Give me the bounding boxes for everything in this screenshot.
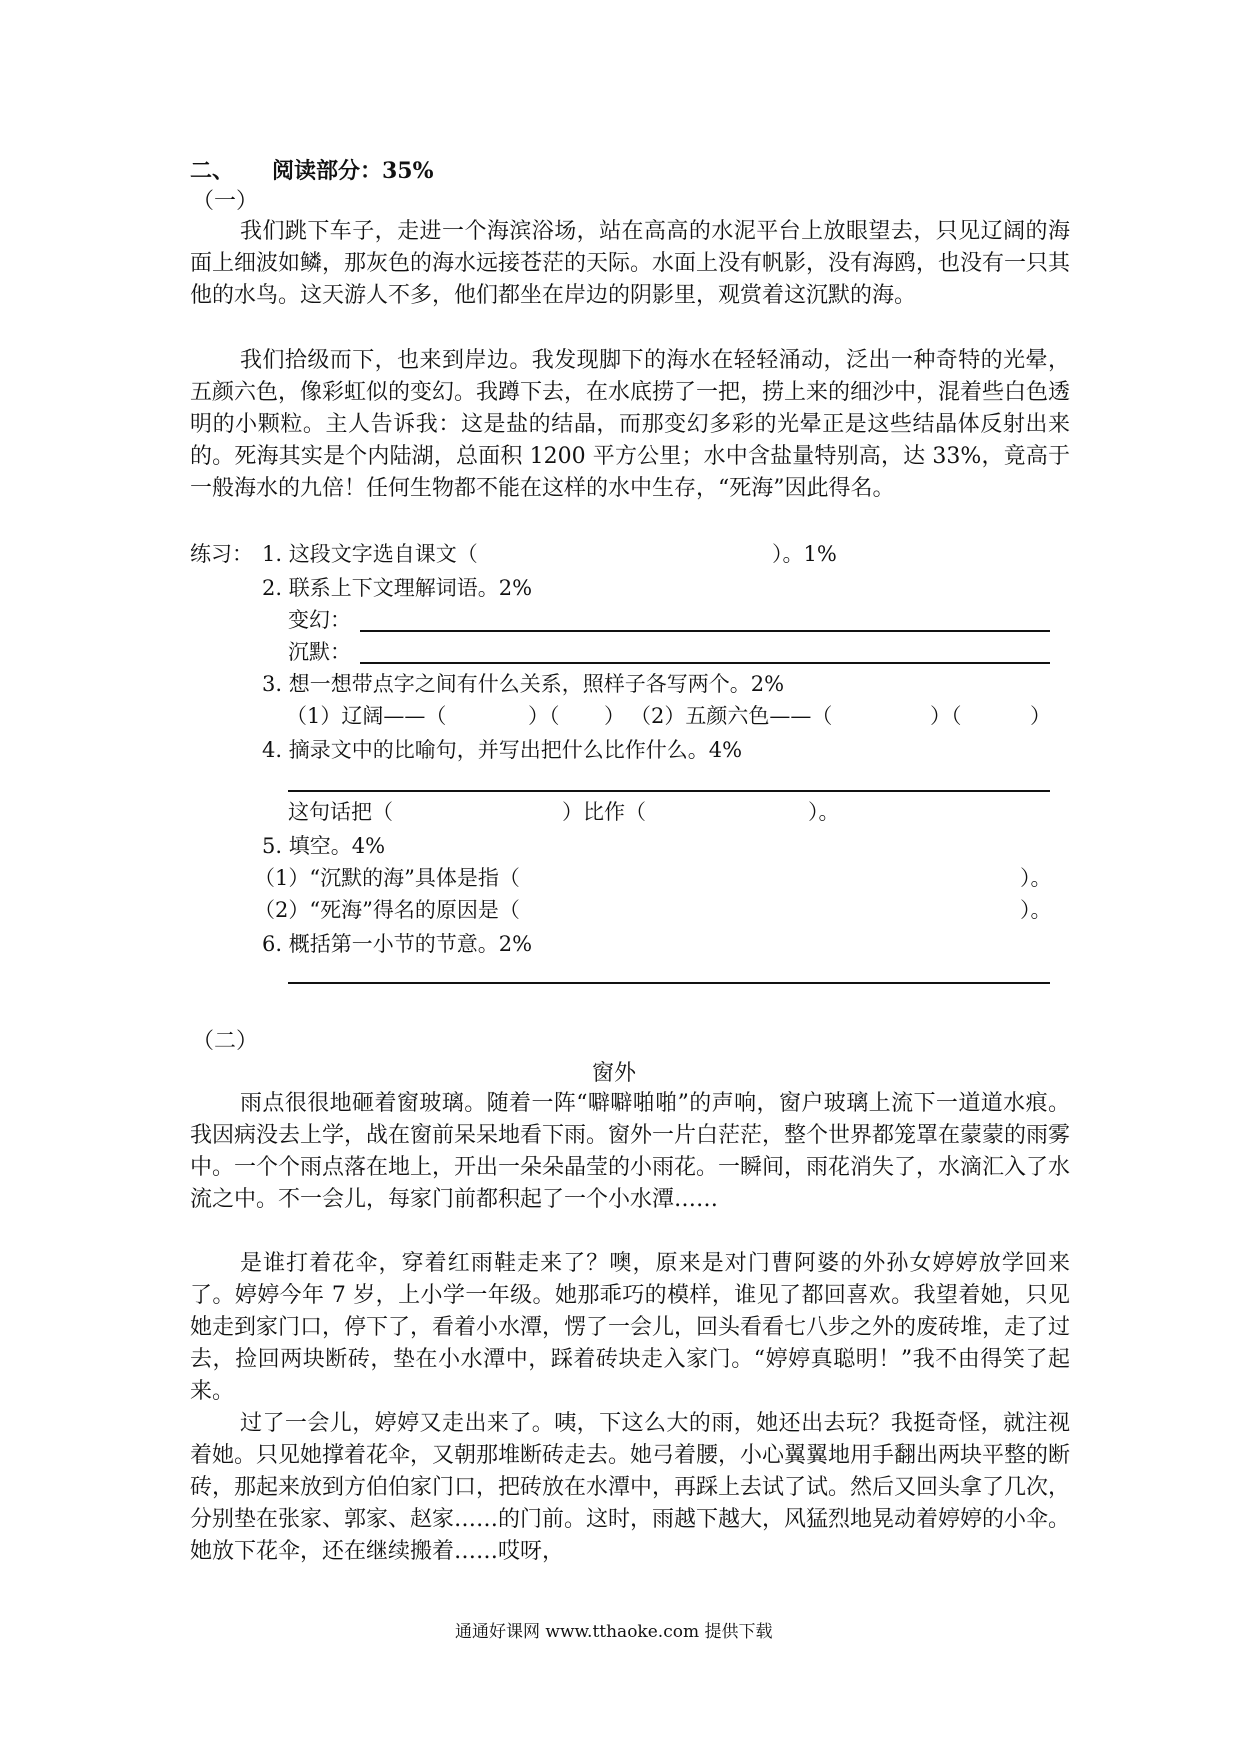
passage1-paragraph-1: 我们跳下车子，走进一个海滨浴场，站在高高的水泥平台上放眼望去，只见辽阔的海面上细波如鳞，那灰色的海水远接苍茫的天际。水面上没有帆影，没有海鸥，也没有一只其他的水鸟。这天游人不多，他们都坐在岸边的阴影里，观赏着这沉默的海。 [190, 219, 1071, 308]
q2-word1: 变幻： [288, 608, 351, 632]
q3-example-2: （2）五颜六色——（ [630, 704, 833, 728]
q3-example-1: （1）辽阔——（ [286, 704, 447, 728]
q4-text: 4. 摘录文中的比喻句，并写出把什么比作什么。4% [262, 738, 743, 762]
exercise-label: 练习： [190, 542, 253, 566]
q6-answer-line[interactable] [288, 982, 1050, 984]
passage2-label: （二） [192, 1029, 259, 1054]
q5-item-2: （2）“死海”得名的原因是（ [254, 898, 520, 922]
passage2-title: 窗外 [592, 1061, 637, 1086]
q4-sentence-c: ）。 [808, 800, 840, 824]
passage2-paragraph-1: 雨点很很地砸着窗玻璃。随着一阵“噼噼啪啪”的声响，窗户玻璃上流下一道道水痕。我因病没去上学，战在窗前呆呆地看下雨。窗外一片白茫茫，整个世界都笼罩在蒙蒙的雨雾中。一个个雨点落在地上，开出一朵朵晶莹的小雨花。一瞬间，雨花消失了，水滴汇入了水流之中。不一会儿，每家门前都积起了一个小水潭…… [190, 1091, 1071, 1212]
q6-text: 6. 概括第一小节的节意。2% [262, 932, 533, 956]
q4-answer-line[interactable] [288, 790, 1050, 792]
section-title: 阅读部分：35% [272, 158, 434, 184]
passage1-paragraph-2: 我们拾级而下，也来到岸边。我发现脚下的海水在轻轻涌动，泛出一种奇特的光晕，五颜六色，像彩虹似的变幻。我蹲下去，在水底捞了一把，捞上来的细沙中，混着些白色透明的小颗粒。主人告诉我：这是盐的结晶，而那变幻多彩的光晕正是这些结晶体反射出来的。死海其实是个内陆湖，总面积 1200 平方公里；水中含盐量特别高，达 33%，竟高于一般海水的九倍！任何生物都不能在这样的水中生存，“死海”因此得名。 [190, 348, 1071, 501]
q2-answer-line-1[interactable] [360, 630, 1050, 632]
section-number: 二、 [190, 158, 235, 184]
q5-text: 5. 填空。4% [262, 834, 386, 858]
q1-close: ）。1% [772, 542, 837, 566]
passage2-paragraph-2: 是谁打着花伞，穿着红雨鞋走来了？噢，原来是对门曹阿婆的外孙女婷婷放学回来了。婷婷今年 7 岁，上小学一年级。她那乖巧的模样，谁见了都回喜欢。我望着她，只见她走到家门口，停下了，看着小水潭，愣了一会儿，回头看看七八步之外的废砖堆，走了过去，捡回两块断砖，垫在小水潭中，踩着砖块走入家门。“婷婷真聪明！”我不由得笑了起来。 [190, 1251, 1071, 1404]
q1-text: 1. 这段文字选自课文（ [262, 542, 478, 566]
footer-text: 通通好课网 www.tthaoke.com 提供下载 [455, 1622, 773, 1642]
q5-item-2-close: ）。 [1020, 898, 1052, 922]
q3-example-2-blank: ）（ [930, 704, 962, 728]
q3-text: 3. 想一想带点字之间有什么关系，照样子各写两个。2% [262, 672, 785, 696]
q3-example-1-blank: ）（ [528, 704, 560, 728]
q3-example-1-end: ） [604, 704, 625, 728]
q2-text: 2. 联系上下文理解词语。2% [262, 576, 533, 600]
q2-answer-line-2[interactable] [360, 662, 1050, 664]
q4-sentence-a: 这句话把（ [288, 800, 393, 824]
passage1-label: （一） [192, 189, 259, 214]
passage2-paragraph-3: 过了一会儿，婷婷又走出来了。咦，下这么大的雨，她还出去玩？我挺奇怪，就注视着她。只见她撑着花伞，又朝那堆断砖走去。她弓着腰，小心翼翼地用手翻出两块平整的断砖，那起来放到方伯伯家门口，把砖放在水潭中，再踩上去试了试。然后又回头拿了几次，分别垫在张家、郭家、赵家……的门前。这时，雨越下越大，风猛烈地晃动着婷婷的小伞。她放下花伞，还在继续搬着……哎呀， [190, 1411, 1071, 1564]
q5-item-1-close: ）。 [1020, 866, 1052, 890]
q3-example-2-end: ） [1030, 704, 1051, 728]
q4-sentence-b: ）比作（ [562, 800, 646, 824]
q5-item-1: （1）“沉默的海”具体是指（ [254, 866, 520, 890]
q2-word2: 沉默： [288, 640, 351, 664]
